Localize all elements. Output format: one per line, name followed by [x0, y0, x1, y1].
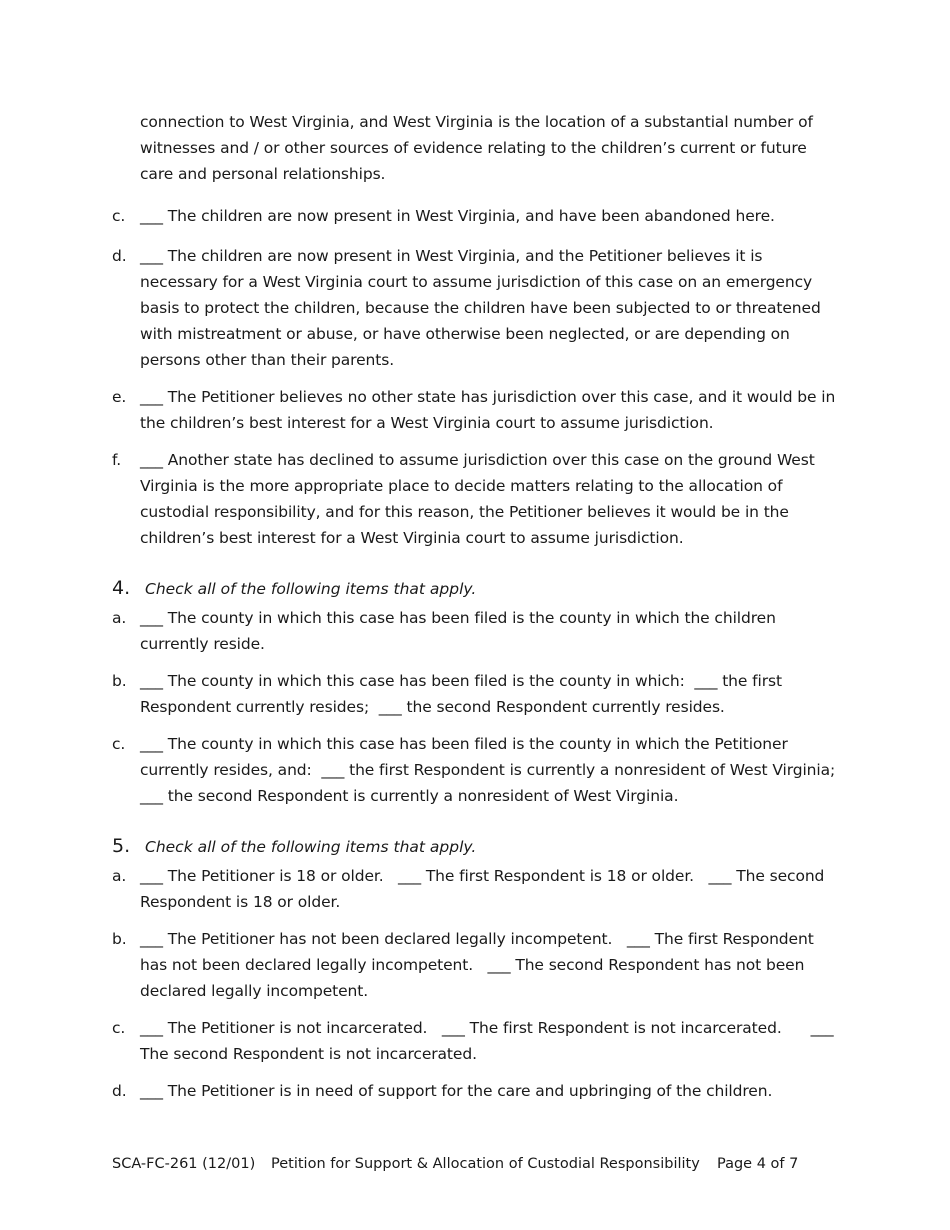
list-item-4c — [112, 731, 842, 809]
section-heading: Check all of the following items that apply. — [145, 838, 477, 856]
list-item-3e — [112, 384, 842, 436]
item-text: ___ The county in which this case has been filed is the county in which the Petitioner currently resides, and: ___ the first Respondent is currently a nonresident of West Virginia; ___ the second Respondent is currently a nonresident of West Virginia. — [140, 735, 840, 805]
item-text: ___ The county in which this case has been filed is the county in which: ___ the first Respondent currently resides; ___ the second Respondent currently resides. — [140, 672, 787, 716]
intro-continuation-text: connection to West Virginia, and West Virginia is the location of a substantial number of witnesses and / or other sources of evidence relating to the children’s current or future care and personal relationships. — [140, 113, 818, 183]
intro-continuation — [112, 109, 842, 187]
item-text: ___ The children are now present in West Virginia, and have been abandoned here. — [140, 207, 775, 225]
section-5-header — [112, 834, 842, 860]
item-label: d. — [112, 1082, 127, 1100]
list-item-3f — [112, 447, 842, 551]
item-label: d. — [112, 247, 127, 265]
list-item-5c — [112, 1015, 842, 1067]
item-text: ___ The Petitioner is 18 or older. ___ The first Respondent is 18 or older. ___ The second Respondent is 18 or older. — [140, 867, 830, 911]
item-label: c. — [112, 207, 126, 225]
list-item-3c — [112, 203, 842, 229]
item-label: a. — [112, 867, 127, 885]
item-text: ___ The Petitioner is not incarcerated. ___ The first Respondent is not incarcerated. ___ The second Respondent is not incarcerated. — [140, 1019, 839, 1063]
item-text: ___ The Petitioner has not been declared legally incompetent. ___ The first Respondent has not been declared legally incompetent. ___ The second Respondent has not been declared legally incompetent. — [140, 930, 819, 1000]
item-label: c. — [112, 735, 126, 753]
item-text: ___ The Petitioner believes no other state has jurisdiction over this case, and it would be in the children’s best interest for a West Virginia court to assume jurisdiction. — [140, 388, 841, 432]
list-item-5d — [112, 1078, 842, 1104]
item-text: ___ The children are now present in West Virginia, and the Petitioner believes it is necessary for a West Virginia court to assume jurisdiction of this case on an emergency basis to protect the children, because the children have been subjected to or threatened with mistreatment or abuse, or have otherwise been neglected, or are depending on persons other than their parents. — [140, 247, 826, 369]
section-4-header — [112, 576, 842, 602]
list-item-4b — [112, 668, 842, 720]
item-label: a. — [112, 609, 127, 627]
item-text: ___ The county in which this case has been filed is the county in which the children currently reside. — [140, 609, 781, 653]
item-label: e. — [112, 388, 127, 406]
item-label: f. — [112, 451, 122, 469]
section-number: 4. — [112, 577, 131, 599]
list-item-5a — [112, 863, 842, 915]
item-label: c. — [112, 1019, 126, 1037]
list-item-5b — [112, 926, 842, 1004]
form-title: Petition for Support & Allocation of Custodial Responsibility — [271, 1156, 700, 1172]
list-item-4a — [112, 605, 842, 657]
item-label: b. — [112, 930, 127, 948]
page-number: Page 4 of 7 — [717, 1156, 799, 1172]
item-text: ___ The Petitioner is in need of support for the care and upbringing of the children. — [140, 1082, 773, 1100]
item-text: ___ Another state has declined to assume jurisdiction over this case on the ground West Virginia is the more appropriate place to decide matters relating to the allocation of custodial responsibility, and for this reason, the Petitioner believes it would be in the children’s best interest for a West Virginia court to assume jurisdiction. — [140, 451, 820, 547]
section-heading: Check all of the following items that apply. — [145, 580, 477, 598]
list-item-3d — [112, 243, 842, 373]
form-code: SCA-FC-261 (12/01) — [112, 1156, 256, 1172]
section-number: 5. — [112, 835, 131, 857]
item-label: b. — [112, 672, 127, 690]
